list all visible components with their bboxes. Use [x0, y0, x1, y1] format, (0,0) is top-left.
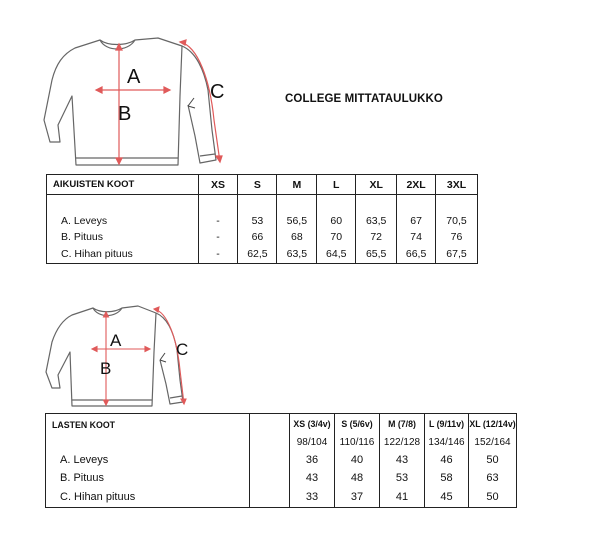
table-row — [46, 469, 517, 487]
table-cell: 76 — [436, 229, 478, 245]
table-cell: 65,5 — [356, 245, 397, 264]
kids-label-b: B — [100, 359, 112, 378]
table-cell: 67,5 — [436, 245, 478, 264]
table-cell: - — [198, 245, 238, 264]
table-cell: 37 — [335, 487, 380, 508]
row-label: A. Leveys — [46, 451, 250, 469]
table-cell: 50 — [469, 451, 517, 469]
table-cell: 70 — [317, 229, 356, 245]
height-header: 110/116 — [335, 434, 380, 451]
row-label: C. Hihan pituus — [46, 487, 250, 508]
adult-label-b: B — [118, 103, 132, 125]
table-cell: 67 — [397, 213, 436, 229]
row-label: B. Pituus — [46, 469, 250, 487]
empty-cell — [250, 487, 290, 508]
size-header: 3XL — [436, 175, 478, 195]
table-cell: 46 — [425, 451, 469, 469]
table-cell: 66,5 — [397, 245, 436, 264]
table-row — [47, 213, 478, 229]
size-header: XL (12/14v) — [469, 414, 517, 435]
table-row — [46, 451, 517, 469]
table-cell: 70,5 — [436, 213, 478, 229]
table-cell: 68 — [277, 229, 317, 245]
kids-label-a: A — [110, 331, 122, 350]
size-header: XL — [356, 175, 397, 195]
kids-header-label: LASTEN KOOT — [46, 414, 250, 452]
table-cell: 45 — [425, 487, 469, 508]
table-header-row — [46, 414, 517, 435]
table-cell: 48 — [335, 469, 380, 487]
table-cell: 43 — [290, 469, 335, 487]
empty-cell — [250, 469, 290, 487]
table-cell: 56,5 — [277, 213, 317, 229]
adult-size-table — [46, 174, 478, 264]
size-header: XS (3/4v) — [290, 414, 335, 435]
empty-cell — [250, 451, 290, 469]
adult-label-c: C — [210, 81, 225, 103]
table-row — [46, 487, 517, 508]
table-cell: 43 — [380, 451, 425, 469]
table-cell: 62,5 — [238, 245, 277, 264]
height-header: 98/104 — [290, 434, 335, 451]
height-header: 122/128 — [380, 434, 425, 451]
size-header: L (9/11v) — [425, 414, 469, 435]
row-label: A. Leveys — [47, 213, 199, 229]
table-cell: 33 — [290, 487, 335, 508]
kids-sweatshirt-diagram — [40, 300, 200, 412]
adult-label-a: A — [127, 66, 141, 88]
table-cell: 50 — [469, 487, 517, 508]
table-cell: 74 — [397, 229, 436, 245]
table-row — [47, 245, 478, 264]
adult-header-label: AIKUISTEN KOOT — [47, 175, 199, 195]
table-cell: 53 — [238, 213, 277, 229]
size-header: L — [317, 175, 356, 195]
size-header: M (7/8) — [380, 414, 425, 435]
table-cell: 66 — [238, 229, 277, 245]
table-cell: 72 — [356, 229, 397, 245]
size-header: S — [238, 175, 277, 195]
row-label: C. Hihan pituus — [47, 245, 199, 264]
table-cell: 53 — [380, 469, 425, 487]
empty-cell — [250, 414, 290, 452]
kids-size-table — [45, 413, 517, 508]
size-header: M — [277, 175, 317, 195]
table-cell: 36 — [290, 451, 335, 469]
table-cell: 64,5 — [317, 245, 356, 264]
page-title: COLLEGE MITTATAULUKKO — [285, 93, 443, 105]
size-header: S (5/6v) — [335, 414, 380, 435]
table-header-row — [47, 175, 478, 195]
table-cell: 41 — [380, 487, 425, 508]
size-header: 2XL — [397, 175, 436, 195]
table-cell: 60 — [317, 213, 356, 229]
table-cell: 40 — [335, 451, 380, 469]
table-cell: 58 — [425, 469, 469, 487]
table-cell: - — [198, 229, 238, 245]
row-label: B. Pituus — [47, 229, 199, 245]
adult-sweatshirt-diagram — [30, 30, 240, 175]
table-cell: 63 — [469, 469, 517, 487]
height-header: 134/146 — [425, 434, 469, 451]
table-cell: 63,5 — [277, 245, 317, 264]
table-cell: 63,5 — [356, 213, 397, 229]
table-cell: - — [198, 213, 238, 229]
table-row — [47, 229, 478, 245]
height-header: 152/164 — [469, 434, 517, 451]
kids-label-c: C — [176, 340, 189, 359]
size-header: XS — [198, 175, 238, 195]
